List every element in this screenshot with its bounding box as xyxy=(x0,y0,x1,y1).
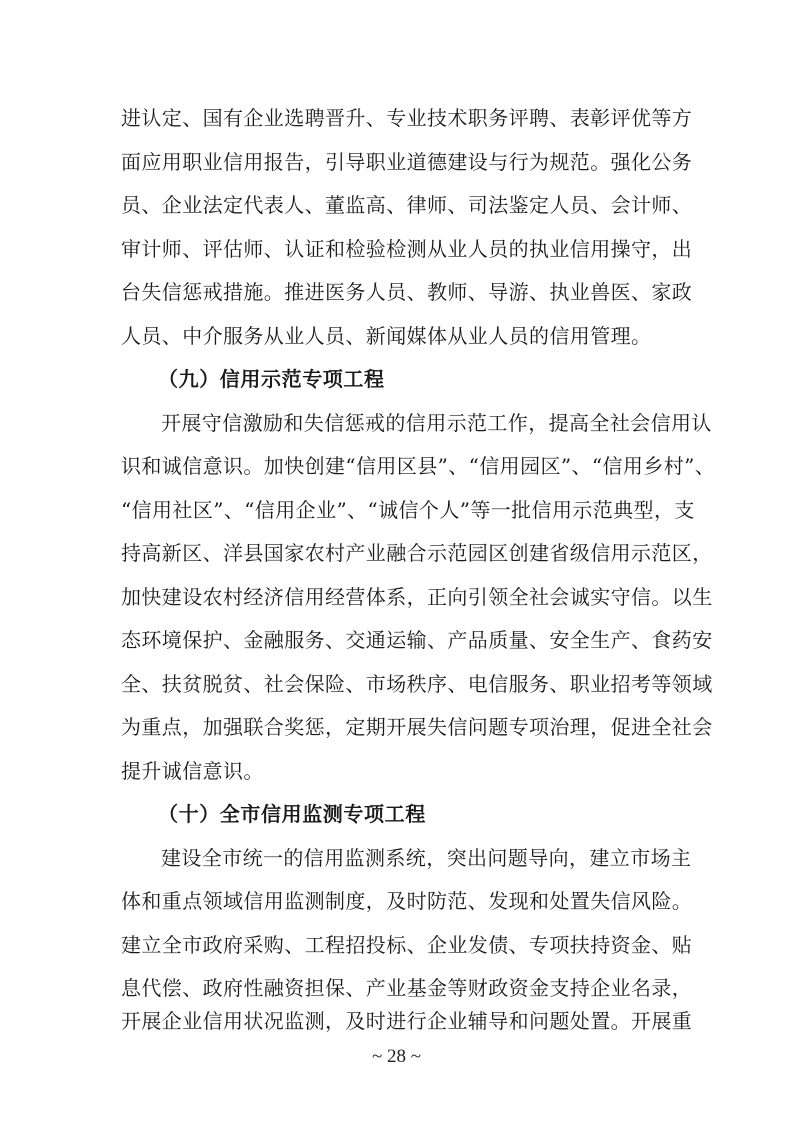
paragraph-line: 加快建设农村经济信用经营体系，正向引领全社会诚实守信。以生 xyxy=(121,585,713,609)
section-heading-10: （十）全市信用监测专项工程 xyxy=(158,802,426,826)
paragraph-line: 建立全市政府采购、工程招投标、企业发债、专项扶持资金、贴 xyxy=(121,933,693,957)
paragraph-line: 台失信惩戒措施。推进医务人员、教师、导游、执业兽医、家政 xyxy=(121,280,693,304)
paragraph-line: “信用社区”、“信用企业”、“诚信个人”等一批信用示范典型，支 xyxy=(121,498,695,522)
paragraph-line: 开展守信激励和失信惩戒的信用示范工作，提高全社会信用认 xyxy=(161,411,712,435)
page-number: ~ 28 ~ xyxy=(371,1046,422,1067)
section-heading-9: （九）信用示范专项工程 xyxy=(158,367,385,391)
paragraph-line: 面应用职业信用报告，引导职业道德建设与行为规范。强化公务 xyxy=(121,150,693,174)
paragraph-line: 体和重点领域信用监测制度，及时防范、发现和处置失信风险。 xyxy=(121,889,693,913)
paragraph-line: 提升诚信意识。 xyxy=(121,759,264,783)
paragraph-line: 态环境保护、金融服务、交通运输、产品质量、安全生产、食药安 xyxy=(121,628,713,652)
paragraph-line: 持高新区、洋县国家农村产业融合示范园区创建省级信用示范区， xyxy=(121,541,713,565)
paragraph-line: 建设全市统一的信用监测系统，突出问题导向，建立市场主 xyxy=(161,846,692,870)
paragraph-line: 为重点，加强联合奖惩，定期开展失信问题专项治理，促进全社会 xyxy=(121,715,713,739)
paragraph-line: 息代偿、政府性融资担保、产业基金等财政资金支持企业名录， xyxy=(121,976,693,1000)
paragraph-line: 员、企业法定代表人、董监高、律师、司法鉴定人员、会计师、 xyxy=(121,193,693,217)
paragraph-line: 识和诚信意识。加快创建“信用区县”、“信用园区”、“信用乡村”、 xyxy=(121,454,716,478)
paragraph-line: 人员、中介服务从业人员、新闻媒体从业人员的信用管理。 xyxy=(121,324,652,348)
paragraph-line: 全、扶贫脱贫、社会保险、市场秩序、电信服务、职业招考等领域 xyxy=(121,672,713,696)
paragraph-line: 进认定、国有企业选聘晋升、专业技术职务评聘、表彰评优等方 xyxy=(121,106,693,130)
paragraph-line: 审计师、评估师、认证和检验检测从业人员的执业信用操守，出 xyxy=(121,237,693,261)
paragraph-line: 开展企业信用状况监测，及时进行企业辅导和问题处置。开展重 xyxy=(121,1009,693,1033)
